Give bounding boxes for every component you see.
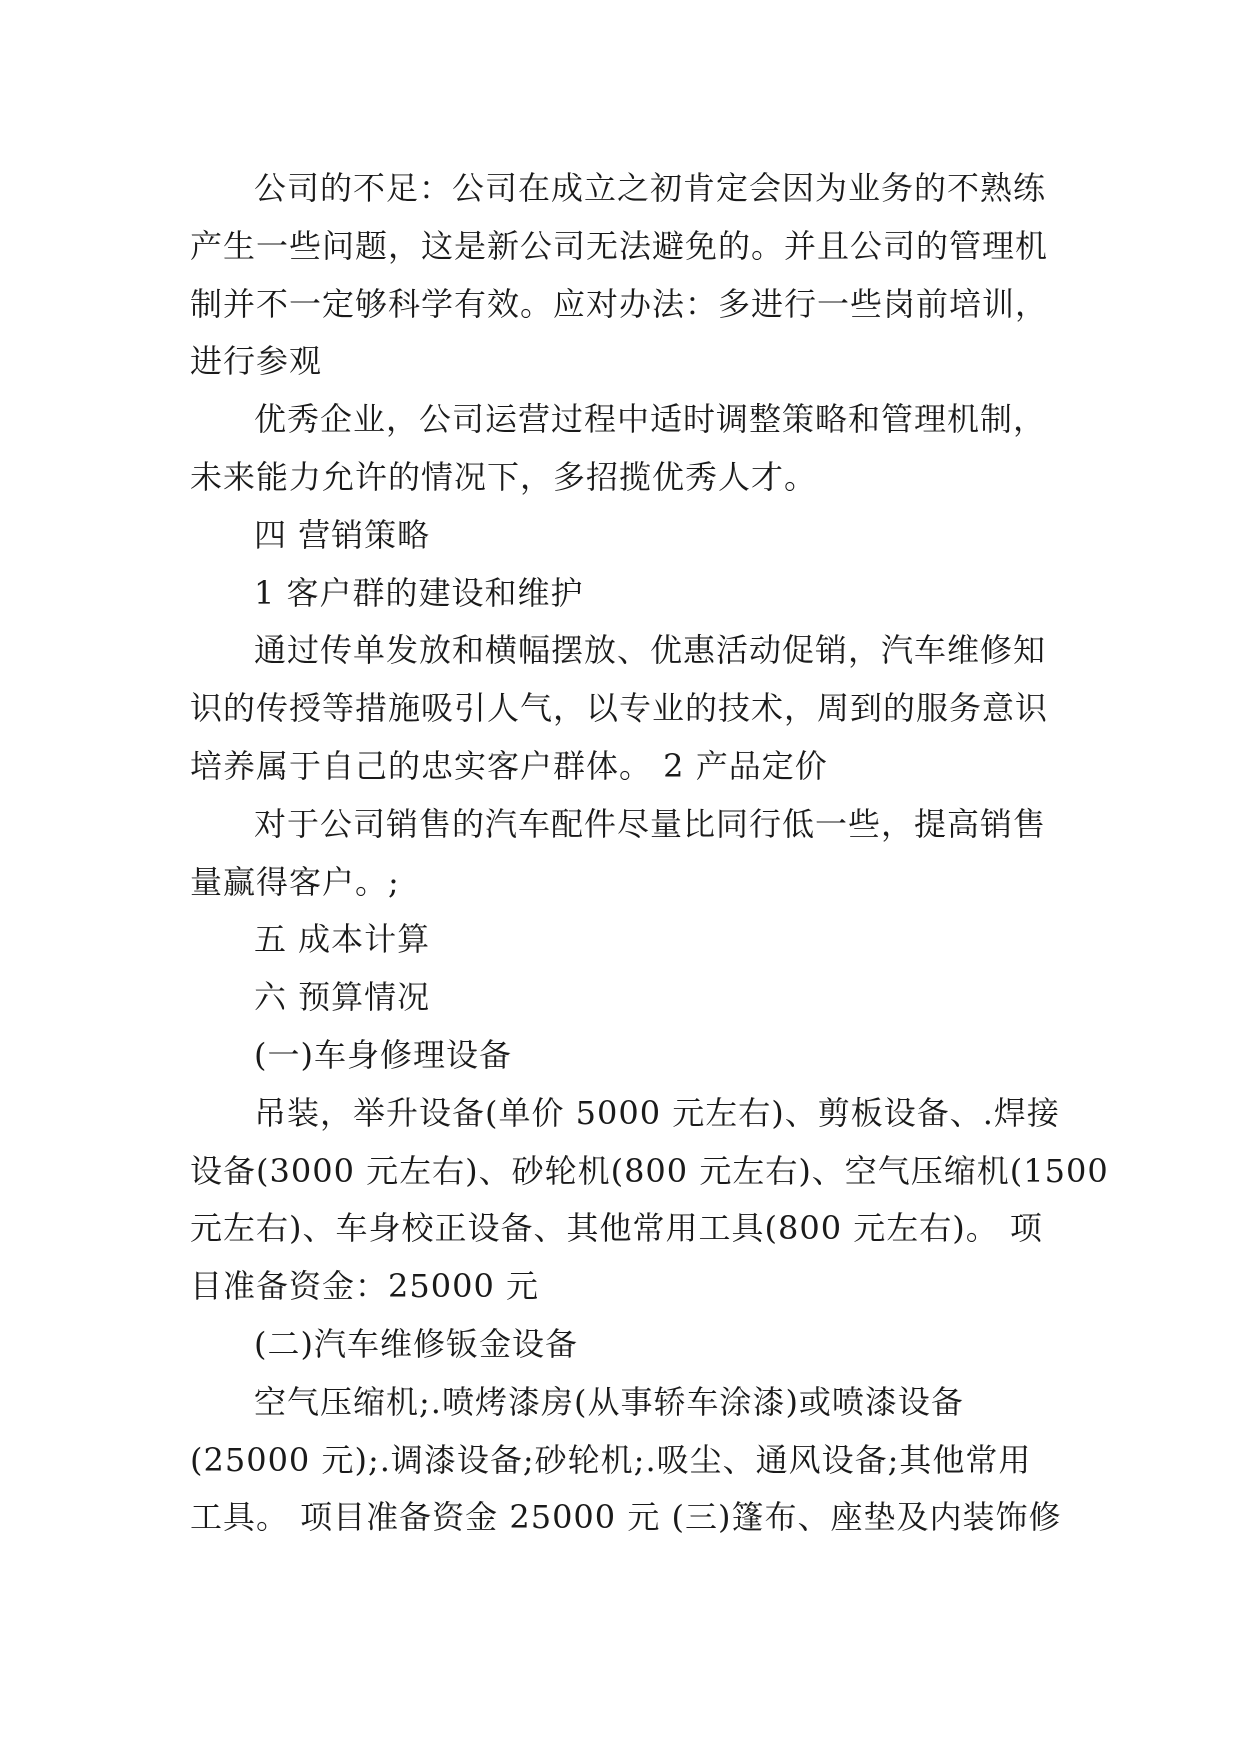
paragraph-line: 产生一些问题，这是新公司无法避免的。并且公司的管理机	[190, 226, 1049, 265]
paragraph-line: 元左右)、车身校正设备、其他常用工具(800 元左右)。 项	[190, 1209, 1043, 1248]
paragraph-line: 设备(3000 元左右)、砂轮机(800 元左右)、空气压缩机(1500	[190, 1151, 1109, 1190]
subsection-heading: 1 客户群的建设和维护	[254, 573, 584, 612]
document-body	[190, 160, 1109, 1547]
section-heading: 五 成本计算	[254, 920, 431, 959]
paragraph-line: 目准备资金：25000 元	[190, 1267, 539, 1306]
section-heading: 六 预算情况	[254, 978, 431, 1017]
subsection-heading: (一)车身修理设备	[254, 1035, 512, 1074]
paragraph-line: 进行参观	[190, 342, 323, 381]
paragraph-line: 培养属于自己的忠实客户群体。 2 产品定价	[190, 746, 828, 785]
paragraph-line: 识的传授等措施吸引人气，以专业的技术，周到的服务意识	[190, 689, 1049, 728]
section-heading: 四 营销策略	[254, 515, 431, 554]
paragraph-line: 工具。 项目准备资金 25000 元 (三)篷布、座垫及内装饰修	[190, 1498, 1062, 1537]
paragraph-line: 制并不一定够科学有效。应对办法：多进行一些岗前培训，	[190, 284, 1049, 323]
paragraph-line: 通过传单发放和横幅摆放、优惠活动促销，汽车维修知	[254, 631, 1047, 670]
subsection-heading: (二)汽车维修钣金设备	[254, 1324, 578, 1363]
paragraph-line: 优秀企业，公司运营过程中适时调整策略和管理机制，	[254, 400, 1047, 439]
paragraph-line: 公司的不足：公司在成立之初肯定会因为业务的不熟练	[254, 169, 1047, 207]
paragraph-line: 空气压缩机;.喷烤漆房(从事轿车涂漆)或喷漆设备	[254, 1382, 964, 1421]
paragraph-line: 对于公司销售的汽车配件尽量比同行低一些，提高销售	[254, 804, 1047, 843]
paragraph-line: 量赢得客户。;	[190, 862, 400, 901]
paragraph-line: 未来能力允许的情况下，多招揽优秀人才。	[190, 457, 818, 496]
paragraph-line: (25000 元);.调漆设备;砂轮机;.吸尘、通风设备;其他常用	[190, 1440, 1032, 1479]
paragraph-line: 吊装，举升设备(单价 5000 元左右)、剪板设备、.焊接	[254, 1093, 1060, 1132]
